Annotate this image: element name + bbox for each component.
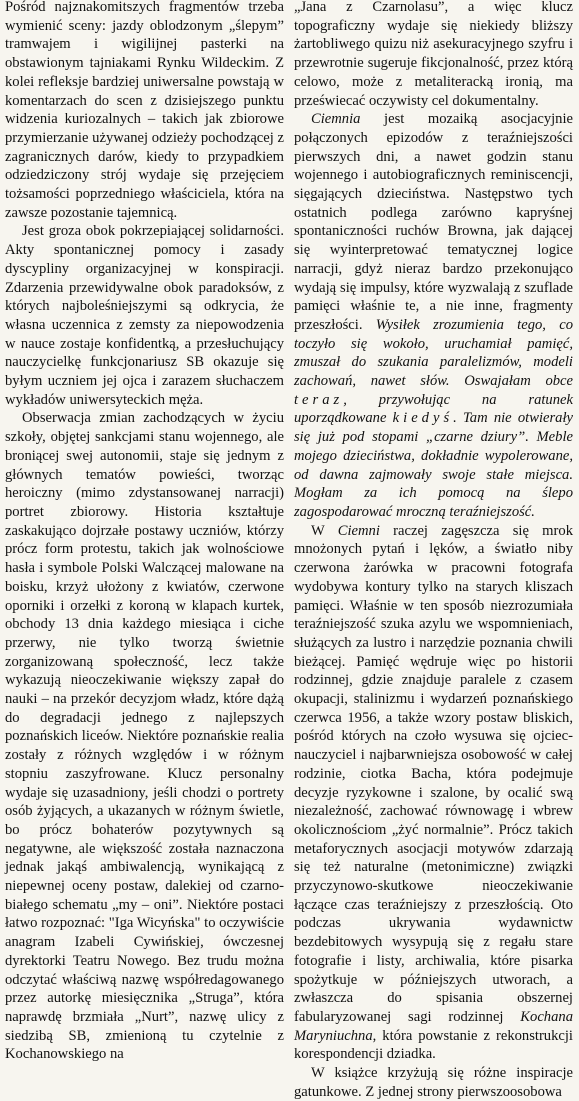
book-title: Ciemnia [311,111,361,128]
book-title: Ciemni [337,522,380,539]
quote-part-3: . Tam nie otwierały się już pod stopami „czarne dziury”. Meble mojego dzieciństwa, dokładnie wypolerowane, od dawna zajmowały swoje stałe miejsca. Mogłam za ich pomocą na ślepo zagospodarować mroczną teraźniejszość. [294,410,573,520]
paragraph-2: Jest groza obok pokrzepiającej solidarności. Akty spontanicznej pomocy i zasady dyscypliny organizacyjnej w konspiracji. Zdarzenia przewidywalne obok paradoksów, z których najboleśniejszymi są odkrycia, że własna uczennica z zemsty za niepowodzenia w nauce zostaje konfidentką, a przesłuchujący nauczycielkę funkcjonariusz SB okazuje się byłym uczniem jej ojca i zarazem słuchaczem wykładów uniwersyteckich męża. [5,223,284,408]
paragraph-3: Obserwacja zmian zachodzących w życiu szkoły, objętej sankcjami stanu wojennego, ale broniącej swej autonomii, staje się jednym z głównych tematów powieści, tworząc heroiczny (mimo zdystansowanej narracji) portret zbiorowy. Historia kształtuje zaskakująco dojrzałe postawy uczniów, którzy prócz form protestu, takich jak wolnościowe hasła i symbole Polski Walczącej malowane na boisku, krzyż ułożony z kwiatów, czerwone oporniki i orzełki z koroną w klapach kurtek, obchody 13 dnia każdego miesiąca i ciche przerwy, nie tylko tworzą świetnie zorganizowaną społeczność, lecz także wykazują nieoczekiwanie większy zapał do nauki – na przekór decyzjom władz, które dążą do degradacji jednego z najlepszych poznańskich liceów. Niektóre poznańskie realia zostały z różnych względów i w różnym stopniu zaszyfrowane. Klucz personalny wydaje się uzasadniony, jeśli chodzi o portrety osób żyjących, a ukazanych w różnym świetle, bo prócz bohaterów pozytywnych są negatywne, ale większość została naznaczona jednak jakąś ambiwalencją, wynikającą z niepewnej oceny postaw, dalekiej od czarno-białego schematu „my – oni”. Niektóre postaci łatwo rozpoznać: "Iga Wicyńska" to oczywiście anagram Izabeli Cywińskiej, ówczesnej dyrektorki Teatru Nowego. Bez trudu można odczytać właściwą nazwę współredagowanego przez autorkę miesięcznika „Struga”, która naprawdę brzmiała „Nurt”, nazwę ulicy z siedzibą SB, zmienioną tu czytelnie z Kochanowskiego na [5,410,284,1063]
spaced-word-teraz: teraz [294,391,344,408]
quote-part-2: , przywołując na ratunek uporządkowane [294,391,573,427]
spaced-word-kiedys: kiedyś [392,410,454,427]
paragraph-4: „Jana z Czarnolasu”, a więc klucz topograficzny wydaje się niekiedy bliższy żartobliwego quizu niż asekuracyjnego szyfru i przewrotnie sugeruje fikcjonalność, przez którą celowo, może z metaliteracką ironią, ma przeświecać oczywisty cel dokumentalny. [294,0,573,109]
paragraph-7: W książce krzyżują się różne inspiracje gatunkowe. Z jednej strony pierwszoosobowa [294,1065,573,1100]
paragraph-6-text: raczej zagęszcza się mrok mnożonych pytań i lęków, a światło niby czerwona żarówka w pracowni fotografa wydobywa kontury tylko na starych kliszach pamięci. Właśnie w ten sposób niezrozumiała teraźniejszość szuka azylu we wspomnieniach, służących za lustro i narzędzie poznania chwili bieżącej. Pamięć wędruje więc po historii rodzinnej, gdzie znajduje paralele z czasem okupacji, stalinizmu i wydarzeń poznańskiego czerwca 1956, a także wzory postaw bliskich, pośród których na czoło wysuwa się ojciec-nauczyciel i najbarwniejsza osobowość w całej rodzinie, ciotka Bacha, która podejmuje decyzje ryzykowne i szalone, by ocalić swą niezależność, zachować równowagę i wbrew okolicznościom „żyć normalnie”. Prócz takich metaforycznych asocjacji motywów zdarzają się też naturalne (metonimiczne) związki przyczynowo-skutkowe nieoczekiwanie łączące czas teraźniejszy z przeszłością. Oto podczas ukrywania wydawnictw bezdebitowych wysypują się z regału stare fotografie i listy, archiwalia, które pisarka spożytkuje w późniejszych utworach, a zwłaszcza do spisania obszernej fabularyzowanej sagi rodzinnej [294,522,573,1025]
paragraph-1: Pośród najznakomitszych fragmentów trzeba wymienić sceny: jazdy oblodzonym „ślepym” tramwajem i wigilijnej pasterki na obstawionym tajniakami Rynku Wildeckim. Z kolei refleksje bardziej uniwersalne powstają w komentarzach do scen z dzisiejszego punktu widzenia kuriozalnych – takich jak zbiorowe przymierzanie używanej odzieży pochodzącej z zagranicznych darów, kiedy to przypadkiem odziedziczony strój wydaje się przejęciem tożsamości poprzedniego właściciela, która na zawsze pozostanie tajemnicą. [5,0,284,221]
paragraph-5-text: jest mozaiką asocjacyjnie połączonych epizodów z teraźniejszości pierwszych dni, a nawet godzin stanu wojennego i autobiograficznych reminiscencji, sięgających dzieciństwa. Następstwo tych ostatnich podlega zarówno kapryśnej spontaniczności ruchów Browna, jak dającej się wyinterpretować tematycznej logice narracji, gdyż nieraz bardzo przekonująco wydają się impulsy, które wyzwalają z szuflade pamięci właśnie te, a nie inne, fragmenty przeszłości. [294,111,573,333]
paragraph-6-end: , która powstanie z rekonstrukcji korespondencji dziadka. [294,1027,573,1063]
paragraph-5 [294,110,573,521]
right-column [294,0,573,1100]
paragraph-6-start: W [311,522,338,539]
saga-title: Kochana Maryniuchna [294,1008,573,1044]
quote-part-1: Wysiłek zrozumienia tego, co toczyło się wokoło, uruchamiał pamięć, zmuszał do szukania paralelizmów, modeli zachowań, nawet słów. Oswajałam obce [294,316,573,390]
paragraph-6 [294,522,573,1064]
left-column [5,0,284,1063]
